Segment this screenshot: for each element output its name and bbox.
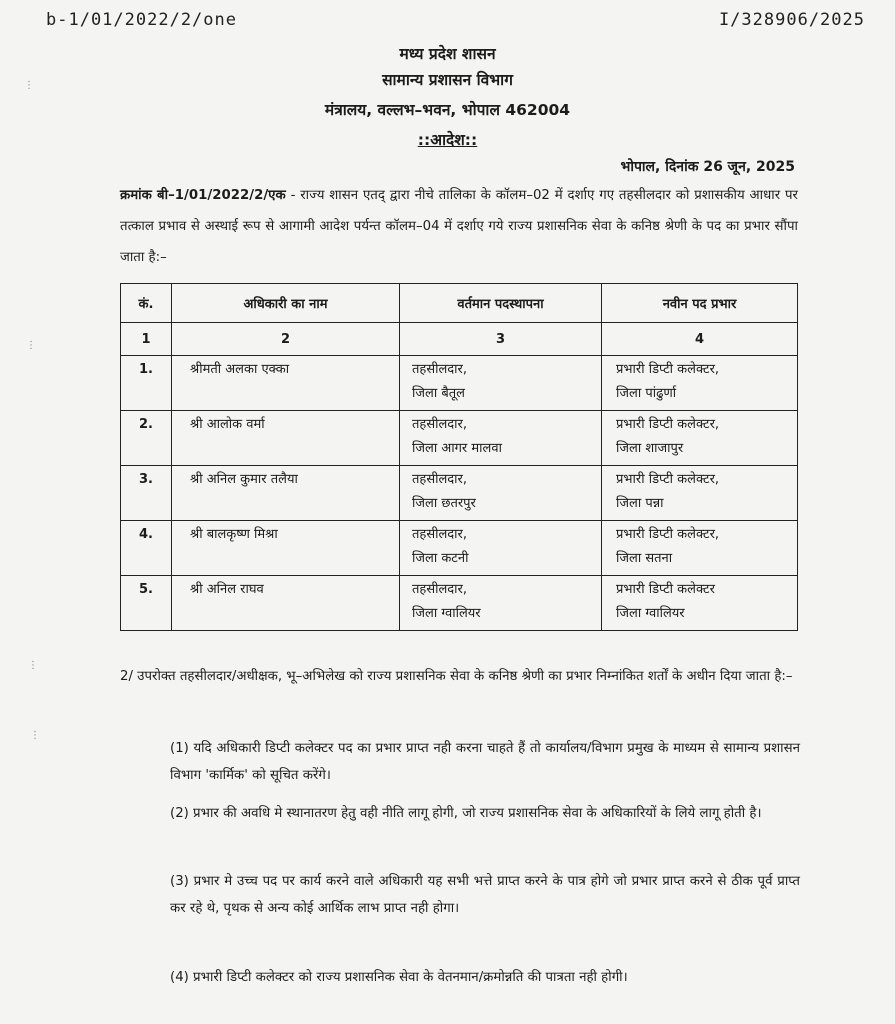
charge-title: प्रभारी डिप्टी कलेक्टर, xyxy=(616,417,720,432)
charge-district: जिला पांढुर्णा xyxy=(616,386,677,401)
new-charge xyxy=(602,466,798,521)
col-number: 3 xyxy=(400,323,602,356)
current-posting xyxy=(400,576,602,631)
current-posting xyxy=(400,356,602,411)
current-posting xyxy=(400,411,602,466)
officer-table xyxy=(120,283,798,631)
header-new-charge: नवीन पद प्रभार xyxy=(602,284,798,323)
table-row xyxy=(121,356,798,411)
posting-district: जिला कटनी xyxy=(412,551,469,566)
intro-text: - राज्य शासन एतद् द्वारा नीचे तालिका के कॉलम–02 में दर्शाए गए तहसीलदार को प्रशासकीय आधार पर तत्काल प्रभाव से अस्थाई रूप से आगामी आदेश पर्यन्त कॉलम–04 में दर्शाए गये राज्य प्रशासनिक सेवा के कनिष्ठ श्रेणी के पद का प्रभार सौंपा जाता है:– xyxy=(120,188,798,265)
margin-mark: ⋮ xyxy=(30,730,40,741)
handwritten-file-number: b-1/01/2022/2/one xyxy=(46,10,237,30)
posting-district: जिला आगर मालवा xyxy=(412,441,502,456)
posting-title: तहसीलदार, xyxy=(412,362,468,377)
row-sn: 2. xyxy=(121,411,172,466)
officer-name: श्री अनिल कुमार तलैया xyxy=(172,466,400,521)
posting-title: तहसीलदार, xyxy=(412,582,468,597)
header-current-posting: वर्तमान पदस्थापना xyxy=(400,284,602,323)
officer-name: श्रीमती अलका एक्का xyxy=(172,356,400,411)
condition-4: (4) प्रभारी डिप्टी कलेक्टर को राज्य प्रशासनिक सेवा के वेतनमान/क्रमोन्नति की पात्रता नही होगी। xyxy=(170,970,628,985)
section-2-paragraph: 2/ उपरोक्त तहसीलदार/अधीक्षक, भू–अभिलेख को राज्य प्रशासनिक सेवा के कनिष्ठ श्रेणी का प्रभार निम्नांकित शर्तों के अधीन दिया जाता है:– xyxy=(120,669,793,684)
charge-title: प्रभारी डिप्टी कलेक्टर, xyxy=(616,362,720,377)
table-row xyxy=(121,466,798,521)
current-posting xyxy=(400,521,602,576)
row-sn: 4. xyxy=(121,521,172,576)
margin-mark: ⋮ xyxy=(24,80,34,91)
table-header-row xyxy=(121,284,798,323)
officer-name: श्री अनिल राघव xyxy=(172,576,400,631)
new-charge xyxy=(602,576,798,631)
charge-title: प्रभारी डिप्टी कलेक्टर xyxy=(616,582,715,597)
column-number-row xyxy=(121,323,798,356)
table-row xyxy=(121,411,798,466)
col-number: 4 xyxy=(602,323,798,356)
row-sn: 5. xyxy=(121,576,172,631)
new-charge xyxy=(602,411,798,466)
margin-mark: ⋮ xyxy=(26,340,36,351)
margin-mark: ⋮ xyxy=(28,660,38,671)
intro-paragraph xyxy=(120,180,798,273)
charge-title: प्रभारी डिप्टी कलेक्टर, xyxy=(616,472,720,487)
order-number: क्रमांक बी–1/01/2022/2/एक xyxy=(120,188,286,203)
condition-3: (3) प्रभार मे उच्च पद पर कार्य करने वाले अधिकारी यह सभी भत्ते प्राप्त करने के पात्र होगे जो प्रभार प्राप्त करने से ठीक पूर्व प्राप्त कर रहे थे, पृथक से अन्य कोई आर्थिक लाभ प्राप्त नही होगा। xyxy=(170,874,800,916)
handwritten-receipt-number: I/328906/2025 xyxy=(718,10,865,30)
charge-district: जिला शाजापुर xyxy=(616,441,684,456)
department-name: सामान्य प्रशासन विभाग xyxy=(382,71,513,89)
header-name: अधिकारी का नाम xyxy=(172,284,400,323)
col-number: 1 xyxy=(121,323,172,356)
posting-title: तहसीलदार, xyxy=(412,417,468,432)
address-line: मंत्रालय, वल्लभ–भवन, भोपाल 462004 xyxy=(324,101,571,119)
charge-district: जिला पन्ना xyxy=(616,496,664,511)
posting-title: तहसीलदार, xyxy=(412,527,468,542)
charge-district: जिला सतना xyxy=(616,551,673,566)
charge-district: जिला ग्वालियर xyxy=(616,606,685,621)
header-sn: कं. xyxy=(121,284,172,323)
posting-district: जिला बैतूल xyxy=(412,386,465,401)
current-posting xyxy=(400,466,602,521)
charge-title: प्रभारी डिप्टी कलेक्टर, xyxy=(616,527,720,542)
table-row xyxy=(121,576,798,631)
new-charge xyxy=(602,521,798,576)
row-sn: 1. xyxy=(121,356,172,411)
govt-name: मध्य प्रदेश शासन xyxy=(399,45,496,63)
date-line: भोपाल, दिनांक 26 जून, 2025 xyxy=(620,159,795,175)
posting-district: जिला ग्वालियर xyxy=(412,606,481,621)
order-title: ::आदेश:: xyxy=(417,131,478,149)
posting-district: जिला छतरपुर xyxy=(412,496,476,511)
table-row xyxy=(121,521,798,576)
condition-2: (2) प्रभार की अवधि मे स्थानातरण हेतु वही नीति लागू होगी, जो राज्य प्रशासनिक सेवा के अधिकारियों के लिये लागू होती है। xyxy=(170,806,762,821)
new-charge xyxy=(602,356,798,411)
condition-1: (1) यदि अधिकारी डिप्टी कलेक्टर पद का प्रभार प्राप्त नही करना चाहते हैं तो कार्यालय/विभाग प्रमुख के माध्यम से सामान्य प्रशासन विभाग 'कार्मिक' को सूचित करेंगे। xyxy=(170,741,800,783)
posting-title: तहसीलदार, xyxy=(412,472,468,487)
officer-name: श्री बालकृष्ण मिश्रा xyxy=(172,521,400,576)
row-sn: 3. xyxy=(121,466,172,521)
officer-name: श्री आलोक वर्मा xyxy=(172,411,400,466)
col-number: 2 xyxy=(172,323,400,356)
